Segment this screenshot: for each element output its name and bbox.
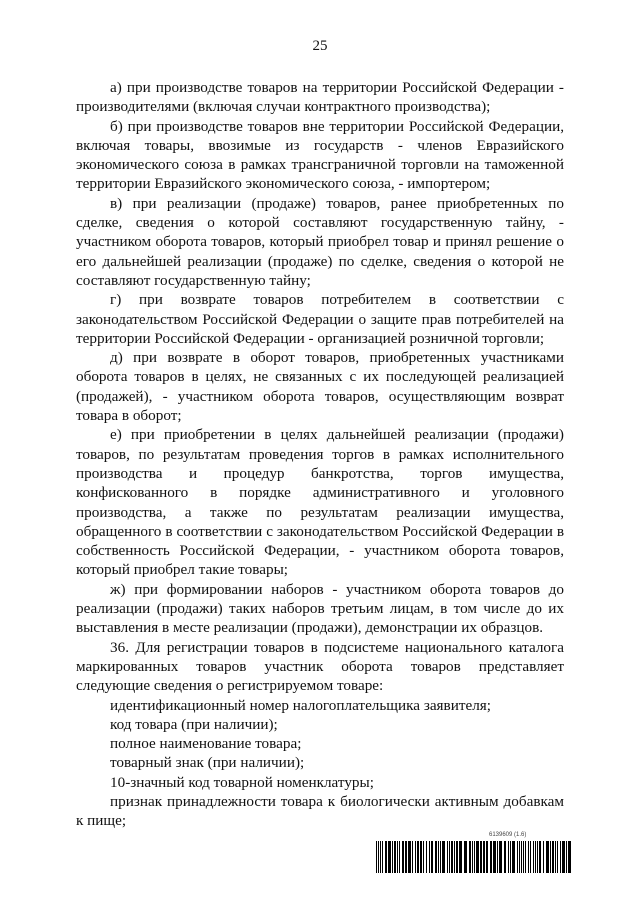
barcode-bar: [426, 841, 427, 873]
barcode-bar: [474, 841, 475, 873]
page-number: 25: [312, 38, 328, 54]
barcode-bar: [519, 841, 520, 873]
paragraph: 10-значный код товарной номенклатуры;: [110, 773, 374, 791]
barcode-bar: [394, 841, 396, 873]
barcode-bar: [525, 841, 526, 873]
barcode-bar: [533, 841, 534, 873]
barcode-bar: [562, 841, 565, 873]
barcode-bar: [423, 841, 424, 873]
barcode-bar: [412, 841, 413, 873]
barcode-bar: [480, 841, 482, 873]
paragraph: г) при возврате товаров потребителем в соответствии с законодательством Российской Федерации о защите прав потребителей на территории Российской Федерации - организацией розничной торговли;: [76, 291, 564, 347]
barcode-bar: [440, 841, 441, 873]
barcode-bar: [476, 841, 479, 873]
barcode-bar: [380, 841, 381, 873]
barcode-icon: [376, 841, 572, 873]
barcode-bar: [528, 841, 529, 873]
barcode-bar: [530, 841, 531, 873]
barcode-bar: [429, 841, 430, 873]
barcode-bar: [408, 841, 411, 873]
barcode-bar: [512, 841, 515, 873]
barcode-bar: [402, 841, 404, 873]
barcode-bar: [451, 841, 453, 873]
barcode-bar: [483, 841, 485, 873]
barcode-bar: [539, 841, 541, 873]
barcode-bar: [405, 841, 407, 873]
paragraph: код товара (при наличии);: [110, 715, 278, 733]
barcode-bar: [469, 841, 471, 873]
barcode-bar: [388, 841, 391, 873]
paragraph: е) при приобретении в целях дальнейшей реализации (продажи) товаров, по результатам проведения торгов в рамках исполнительного производства и процедур банкротства, торгов имущества, конфискованного в порядке административного и уголовного производства, а также по результатам реализации имущества, обращенного в соответствии с законодательством Российской Федерации в собственность Российской Федерации, - участником оборота товаров, который приобрел такие товары;: [76, 426, 564, 579]
paragraph: д) при возврате в оборот товаров, приобретенных участниками оборота товаров в целях, не связанных с их последующей реализацией (продажей), - участником оборота товаров, осуществляющим возврат товара в оборот;: [76, 349, 564, 425]
barcode-bar: [442, 841, 445, 873]
barcode-bar: [543, 841, 544, 873]
barcode-bar: [510, 841, 511, 873]
paragraph: товарный знак (при наличии);: [110, 754, 305, 772]
barcode-bar: [435, 841, 437, 873]
barcode-bar: [560, 841, 561, 873]
barcode-bar: [449, 841, 450, 873]
barcode-bar: [523, 841, 524, 873]
barcode-bar: [568, 841, 571, 873]
paragraph: 36. Для регистрации товаров в подсистеме национального каталога маркированных товаров участник оборота товаров представляет следующие сведения о регистрируемом товаре:: [76, 638, 564, 695]
paragraph: ж) при формировании наборов - участником оборота товаров до реализации (продажи) таких наборов третьим лицам, в том числе до их выставления в месте реализации (продажи), демонстрации их образцов.: [76, 580, 564, 637]
paragraph: признак принадлежности товара к биологически активным добавкам к пище;: [76, 792, 564, 830]
barcode-bar: [415, 841, 416, 873]
barcode-bar: [392, 841, 393, 873]
barcode-bar: [464, 841, 467, 873]
document-body: [76, 78, 564, 831]
document-code: 6139609 (1.6): [489, 832, 527, 838]
barcode-bar: [566, 841, 567, 873]
barcode-bar: [447, 841, 448, 873]
barcode-bar: [537, 841, 538, 873]
barcode-bar: [431, 841, 433, 873]
barcode-bar: [376, 841, 377, 873]
barcode-bar: [472, 841, 473, 873]
paragraph: б) при производстве товаров вне территории Российской Федерации, включая товары, ввозимые из государств - членов Евразийского экономического союза в рамках трансграничной торговли на таможенной территории Евразийского экономического союза, - импортером;: [76, 117, 564, 193]
barcode-bar: [517, 841, 518, 873]
barcode-bar: [490, 841, 492, 873]
barcode-bar: [420, 841, 422, 873]
barcode-bar: [438, 841, 439, 873]
barcode-bar: [521, 841, 522, 873]
paragraph: а) при производстве товаров на территории Российской Федерации - производителями (включая случаи контрактного производства);: [76, 79, 564, 116]
barcode-bar: [535, 841, 536, 873]
barcode-bar: [385, 841, 387, 873]
barcode-bar: [397, 841, 398, 873]
paragraph: в) при реализации (продаже) товаров, ранее приобретенных по сделке, сведения о которой составляют государственную тайну, - участником оборота товаров, который приобрел товар и принял решение о его дальнейшей реализации (продаже) по сделке, сведения о которой не составляют государственную тайну;: [76, 194, 564, 289]
barcode-bar: [555, 841, 556, 873]
paragraph: полное наименование товара;: [110, 735, 302, 753]
barcode-bar: [456, 841, 458, 873]
barcode-bar: [508, 841, 509, 873]
barcode-bar: [382, 841, 383, 873]
barcode-bar: [486, 841, 488, 873]
barcode-bar: [550, 841, 551, 873]
barcode-bar: [459, 841, 462, 873]
barcode-bar: [497, 841, 498, 873]
barcode-bar: [454, 841, 455, 873]
barcode-bar: [504, 841, 506, 873]
barcode-bar: [493, 841, 496, 873]
barcode-bar: [546, 841, 549, 873]
barcode-bar: [378, 841, 379, 873]
paragraph: идентификационный номер налогоплательщика заявителя;: [110, 696, 492, 714]
barcode-bar: [552, 841, 554, 873]
barcode-bar: [557, 841, 558, 873]
barcode-bar: [417, 841, 419, 873]
barcode-bar: [399, 841, 400, 873]
barcode-bar: [499, 841, 502, 873]
